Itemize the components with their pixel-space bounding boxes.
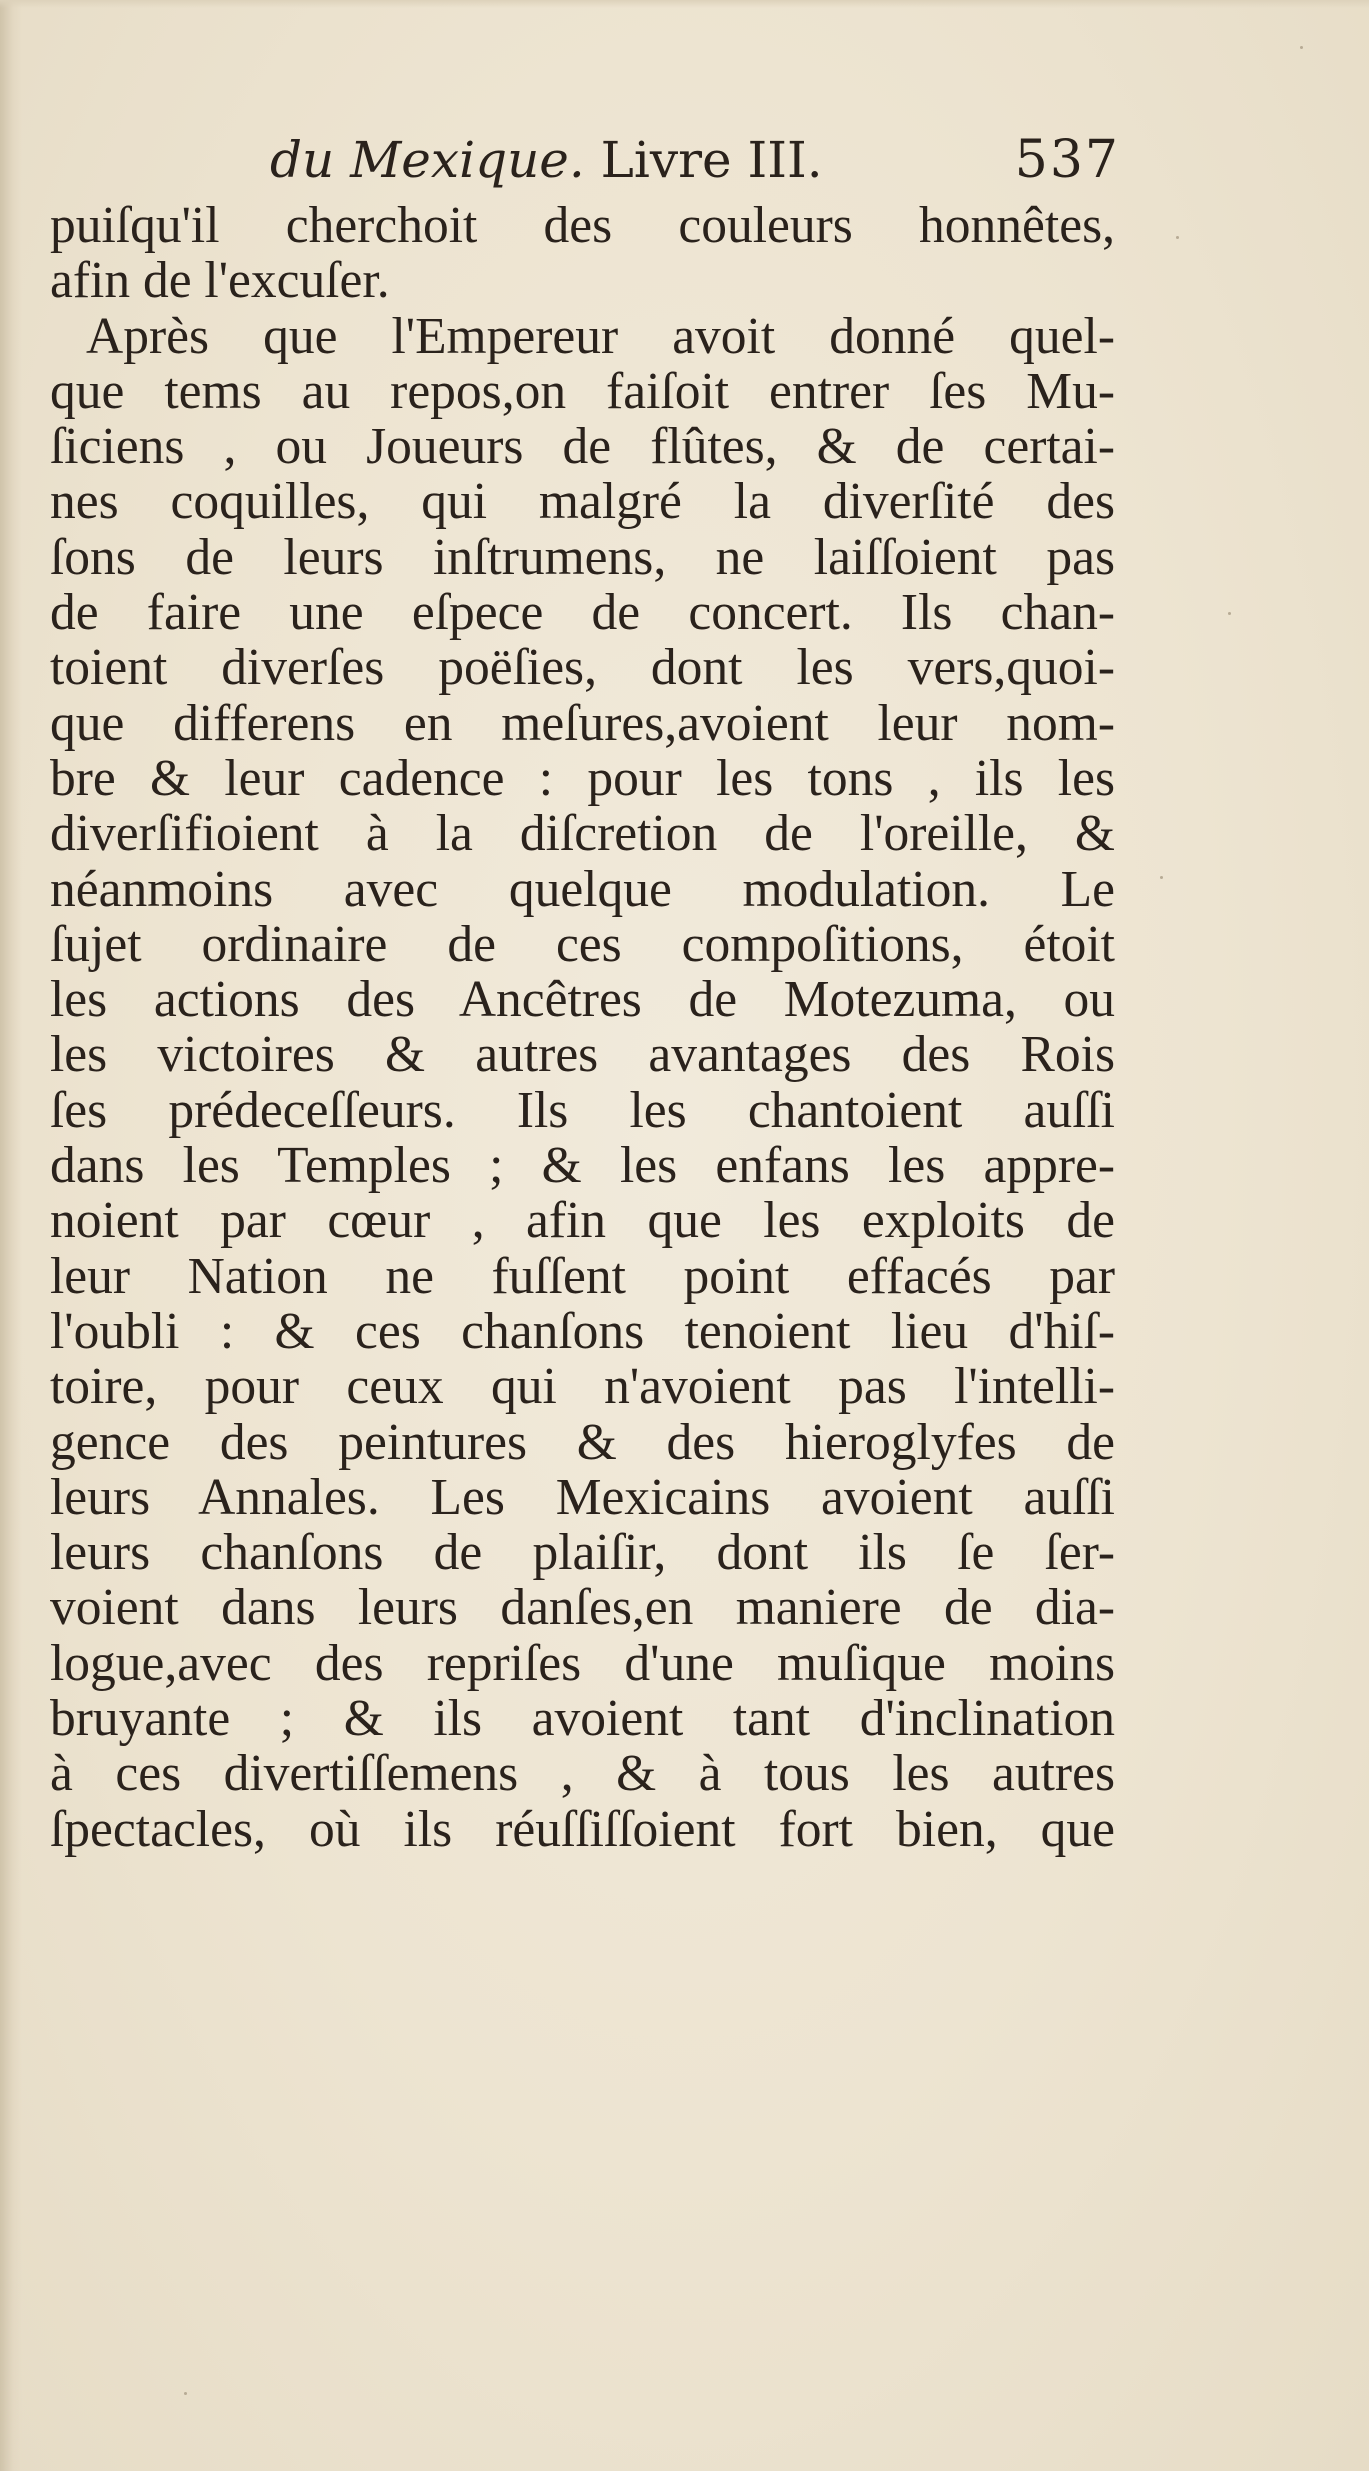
text-line: leur Nation ne fuſſent point effacés par <box>50 1247 1115 1305</box>
text-line: les actions des Ancêtres de Motezuma, ou <box>50 971 1115 1029</box>
paper-speck <box>1300 46 1303 49</box>
text-line: logue,avec des repriſes d'une muſique moins <box>50 1634 1115 1692</box>
text-line: que tems au repos,on faiſoit entrer ſes Mu- <box>50 362 1115 420</box>
text-line: leurs Annales. Les Mexicains avoient auſſi <box>50 1468 1115 1526</box>
text-line: l'oubli : & ces chanſons tenoient lieu d'hiſ- <box>50 1302 1115 1360</box>
text-line: de faire une eſpece de concert. Ils chan- <box>50 584 1115 642</box>
running-header <box>270 128 1120 208</box>
text-line: bruyante ; & ils avoient tant d'inclination <box>50 1690 1115 1748</box>
gutter-shadow <box>0 0 22 2471</box>
text-line: que differens en meſures,avoient leur nom- <box>50 694 1115 752</box>
text-line: dans les Temples ; & les enfans les appre- <box>50 1137 1115 1195</box>
paper-speck <box>184 2392 187 2395</box>
text-line: gence des peintures & des hieroglyfes de <box>50 1413 1115 1471</box>
text-line: nes coquilles, qui malgré la diverſité des <box>50 473 1115 531</box>
text-line: voient dans leurs danſes,en maniere de dia- <box>50 1579 1115 1637</box>
page-number: 537 <box>1014 130 1120 190</box>
text-line: diverſifioient à la diſcretion de l'oreille, & <box>50 805 1115 863</box>
text-line: afin de l'excuſer. <box>50 252 390 310</box>
text-line: noient par cœur , afin que les exploits de <box>50 1192 1115 1250</box>
text-line: néanmoins avec quelque modulation. Le <box>50 860 1115 918</box>
running-title <box>270 128 823 192</box>
text-line: ſes prédeceſſeurs. Ils les chantoient auſſi <box>50 1081 1115 1139</box>
text-line: toire, pour ceux qui n'avoient pas l'intelli- <box>50 1358 1115 1416</box>
running-title-italic: du Mexique. <box>270 131 585 189</box>
text-line: toient diverſes poëſies, dont les vers,quoi- <box>50 639 1115 697</box>
paper-speck <box>1160 876 1163 879</box>
text-line: les victoires & autres avantages des Rois <box>50 1026 1115 1084</box>
paper-speck <box>1176 236 1179 239</box>
paper-speck <box>1228 612 1231 615</box>
text-line: leurs chanſons de plaiſir, dont ils ſe ſer- <box>50 1524 1115 1582</box>
body-text <box>50 198 1115 1857</box>
text-line: puiſqu'il cherchoit des couleurs honnêtes, <box>50 197 1115 254</box>
text-line: bre & leur cadence : pour les tons , ils les <box>50 749 1115 807</box>
text-line: à ces divertiſſemens , & à tous les autres <box>50 1745 1115 1803</box>
text-line: ſujet ordinaire de ces compoſitions, étoit <box>50 915 1115 973</box>
text-line: ſiciens , ou Joueurs de flûtes, & de certai- <box>50 418 1115 476</box>
text-line: ſpectacles, où ils réuſſiſſoient fort bien, que <box>50 1800 1115 1858</box>
text-line: ſons de leurs inſtrumens, ne laiſſoient pas <box>50 528 1115 586</box>
text-line: Après que l'Empereur avoit donné quel- <box>86 307 1115 365</box>
page-top-edge <box>0 0 1369 8</box>
running-title-roman: Livre III. <box>584 131 823 189</box>
